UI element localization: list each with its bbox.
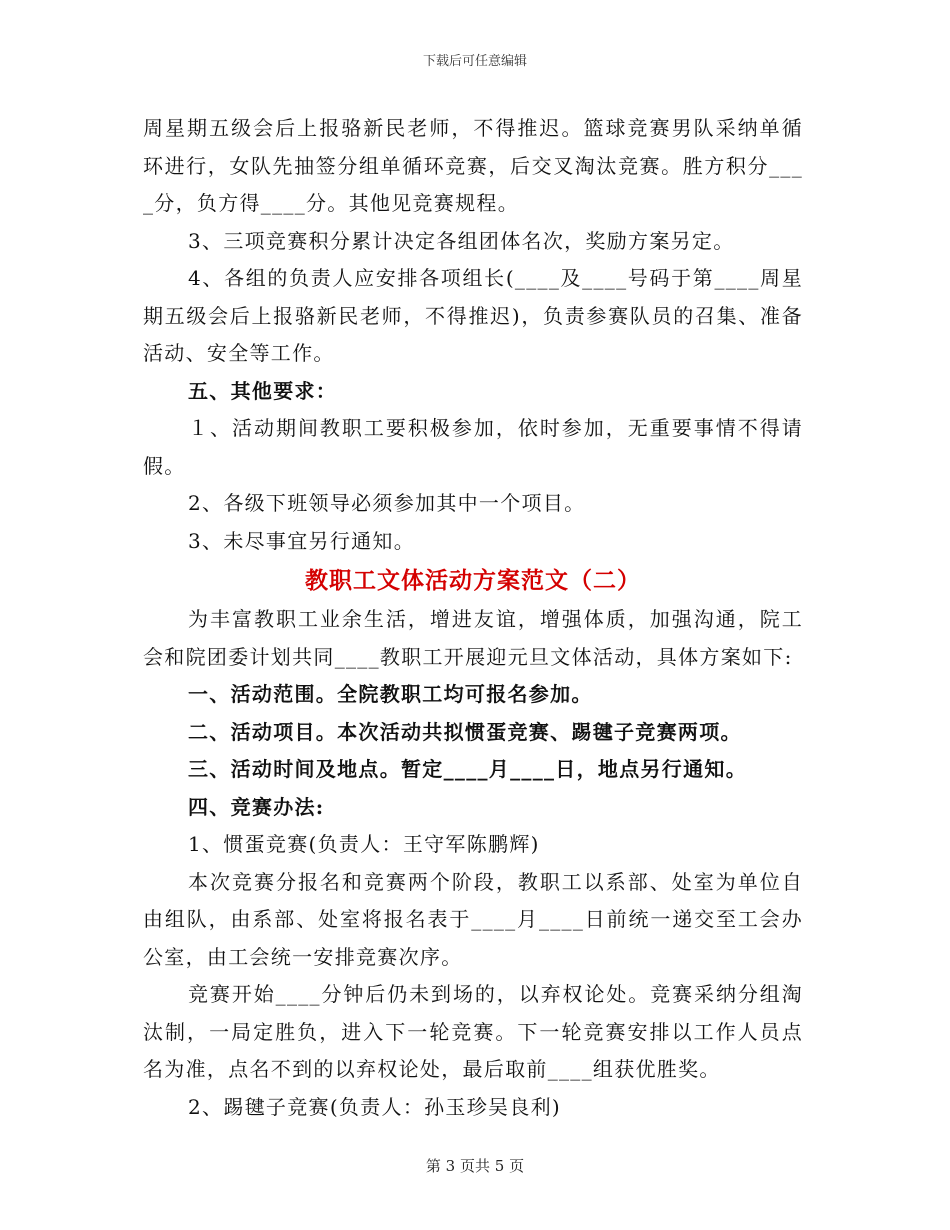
paragraph: 为丰富教职工业余生活，增进友谊，增强体质，加强沟通，院工会和院团委计划共同____教职工开展迎元旦文体活动，具体方案如下: bbox=[143, 607, 803, 669]
paragraph: 2、踢毽子竞赛(负责人：孙玉珍吴良利) bbox=[188, 1094, 562, 1119]
paragraph: １、活动期间教职工要积极参加，依时参加，无重要事情不得请假。 bbox=[143, 416, 803, 478]
paragraph: 2、各级下班领导必须参加其中一个项目。 bbox=[188, 491, 586, 515]
paragraph: 周星期五级会后上报骆新民老师，不得推迟。篮球竞赛男队采纳单循环进行，女队先抽签分组单循环竞赛，后交叉淘汰竞赛。胜方积分____分，负方得____分。其他见竞赛规程。 bbox=[143, 116, 803, 215]
paragraph: 本次竞赛分报名和竞赛两个阶段，教职工以系部、处室为单位自由组队，由系部、处室将报名表于____月____日前统一递交至工会办公室，由工会统一安排竞赛次序。 bbox=[143, 869, 803, 969]
paragraph: 4、各组的负责人应安排各项组长(____及____号码于第____周星期五级会后上报骆新民老师，不得推迟)，负责参赛队员的召集、准备活动、安全等工作。 bbox=[143, 266, 803, 365]
paragraph: 四、竞赛办法: bbox=[188, 794, 325, 819]
paragraph: 3、三项竞赛积分累计决定各组团体名次，奖励方案另定。 bbox=[188, 228, 735, 253]
page-header: 下载后可任意编辑 bbox=[422, 54, 527, 69]
section-part1 bbox=[143, 110, 803, 560]
paragraph: 一、活动范围。全院教职工均可报名参加。 bbox=[188, 682, 593, 706]
paragraph: 1、惯蛋竞赛(负责人：王守军陈鹏辉) bbox=[188, 832, 540, 856]
section-title: 教职工文体活动方案范文（二） bbox=[305, 567, 641, 594]
section-part2 bbox=[143, 601, 803, 1126]
paragraph: 3、未尽事宜另行通知。 bbox=[188, 528, 416, 553]
paragraph: 二、活动项目。本次活动共拟惯蛋竞赛、踢毽子竞赛两项。 bbox=[188, 719, 742, 744]
paragraph: 三、活动时间及地点。暂定____月____日，地点另行通知。 bbox=[188, 757, 747, 781]
document-body bbox=[143, 110, 803, 1126]
page-footer: 第 3 页共 5 页 bbox=[425, 1157, 525, 1175]
paragraph: 竞赛开始____分钟后仍未到场的，以弃权论处。竞赛采纳分组淘汰制，一局定胜负，进入下一轮竞赛。下一轮竞赛安排以工作人员点名为准，点名不到的以弃权论处，最后取前____组获优胜奖。 bbox=[143, 982, 803, 1081]
paragraph: 五、其他要求： bbox=[188, 378, 338, 403]
